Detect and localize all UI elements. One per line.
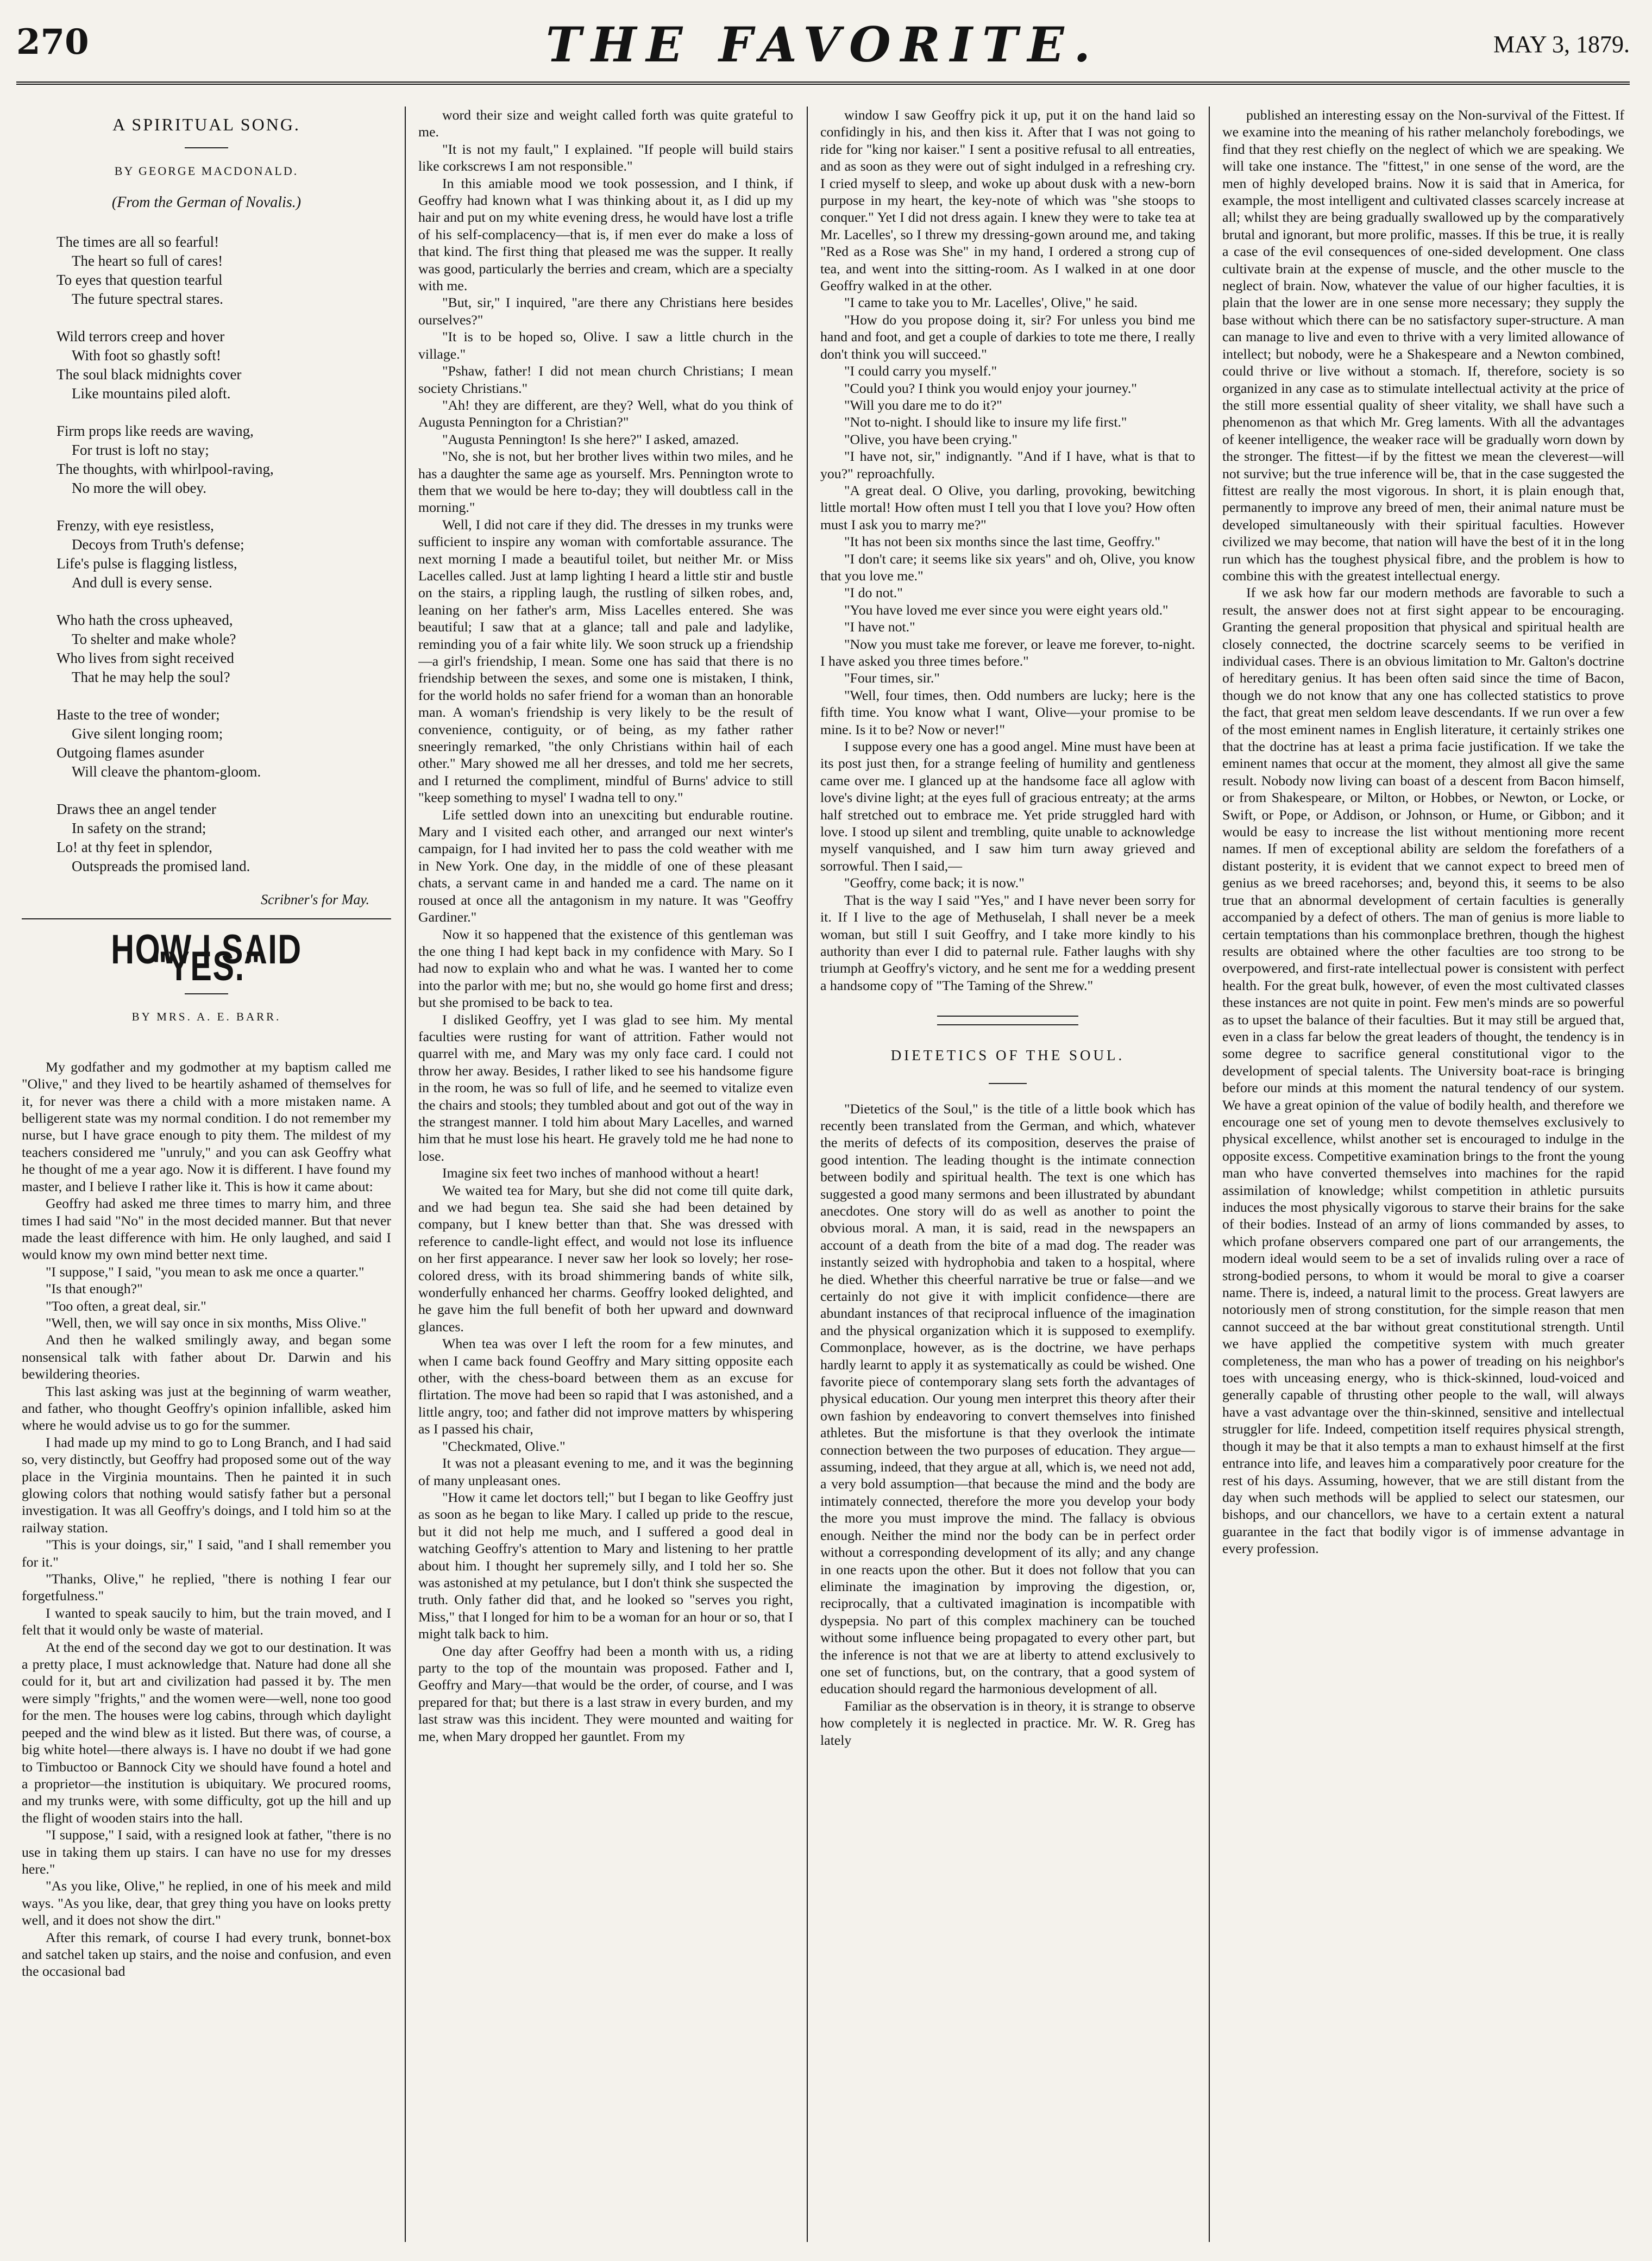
poem-line: The heart so full of cares! — [72, 253, 223, 270]
paragraph: "Ah! they are different, are they? Well, what do you think of Augusta Pennington for a Christian?" — [418, 397, 793, 430]
poem-credit: Scribner's for May. — [261, 892, 369, 908]
paragraph: That is the way I said "Yes," and I have never been sorry for it. If I live to the age of Methuselah, I shall never be a meek woman, but still I suit Geoffry, and I take more kindly to his authority than ever I did to paternal rule. Father laughs with shy triumph at Geoffry's victory, and he sent me for a wedding present a handsome copy of "The Taming of the Shrew." — [820, 892, 1195, 993]
poem-line: Give silent longing room; — [72, 725, 223, 742]
paragraph: "But, sir," I inquired, "are there any Christians here besides ourselves?" — [418, 295, 793, 328]
paragraph: "Geoffry, come back; it is now." — [844, 875, 1025, 891]
paragraph: "Will you dare me to do it?" — [844, 397, 1002, 413]
paragraph: "Augusta Pennington! Is she here?" I asked, amazed. — [442, 431, 739, 447]
paragraph: Geoffry had asked me three times to marry him, and three times I had said "No" in the most decided manner. But that never made the least difference with him. He only laughed, and said I would know my own mind better next time. — [22, 1195, 391, 1263]
poem-line: The thoughts, with whirlpool-raving, — [56, 461, 274, 478]
column-rule — [807, 107, 808, 2242]
paragraph: "A great deal. O Olive, you darling, provoking, bewitching little mortal! How often must I tell you that I love you? How often must I ask you to marry me?" — [820, 482, 1195, 533]
paragraph: "Now you must take me forever, or leave me forever, to-night. I have asked you three times before." — [820, 636, 1195, 669]
poem-stanza — [56, 800, 391, 876]
paragraph: window I saw Geoffry pick it up, put it on the hand laid so confidingly in his, and then kiss it. After that I was not going to ride for "king nor kaiser." I sent a positive refusal to all entreaties, and as soon as they were out of sight indulged in a refreshing cry. I cried myself to sleep, and woke up about dusk with a new-born purpose in my heart, the key-note of which was "she stoops to conquer." Yet I did not dress again. I knew they were to take tea at Mr. Lacelles', so I threw my dressing-gown around me, and taking "Red as a Rose was She" in my hand, I ordered a strong cup of tea, and went into the sitting-room. As I walked in at one door Geoffry walked in at the other. — [820, 107, 1195, 294]
paragraph: "Four times, sir." — [844, 670, 940, 686]
paragraph: At the end of the second day we got to our destination. It was a pretty place, I must acknowledge that. Nature had done all she could for it, but art and civilization had passed it by. The men were simply "frights," and the women were—well, none too good for the men. The houses were log cabins, through which daylight peeped and the wind blew as it listed. But there was, of course, a big white hotel—there always is. I have no doubt if we had gone to Timbuctoo or Bannock City we should have found a hotel and a proprietor—the institution is ubiquitary. We procured rooms, and my trunks were, with some difficulty, got up the hill and up the flight of wooden stairs into the hall. — [22, 1639, 391, 1826]
poem-line: Like mountains piled aloft. — [72, 385, 231, 402]
poem-line: Decoys from Truth's defense; — [72, 536, 244, 553]
poem-line: Frenzy, with eye resistless, — [56, 517, 214, 534]
story-text-col2 — [418, 107, 793, 1745]
paragraph: It was not a pleasant evening to me, and it was the beginning of many unpleasant ones. — [418, 1455, 793, 1488]
paragraph: I wanted to speak saucily to him, but the train moved, and I felt that it would only be waste of material. — [22, 1605, 391, 1638]
poem-stanza — [56, 611, 391, 687]
paragraph: "I do not." — [844, 585, 903, 601]
paragraph: "I have not." — [844, 619, 915, 635]
issue-date: MAY 3, 1879. — [1493, 31, 1630, 58]
paragraph: In this amiable mood we took possession, and I think, if Geoffry had known what I was thinking about it, as I did up my hair and put on my white evening dress, he would have lost a trifle of his self-complacency—that is, if men ever do make a loss of that kind. The first thing that pleased me was the supper. It really was good, particularly the berries and cream, which are a specialty with me. — [418, 175, 793, 294]
poem-stanza — [56, 422, 391, 498]
poem-line: To shelter and make whole? — [72, 631, 236, 648]
paragraph: "Could you? I think you would enjoy your journey." — [844, 380, 1137, 396]
paragraph: "I have not, sir," indignantly. "And if I have, what is that to you?" reproachfully. — [820, 448, 1195, 481]
column-3 — [820, 107, 1195, 2242]
paragraph: "It is to be hoped so, Olive. I saw a little church in the village." — [418, 329, 793, 362]
paragraph: word their size and weight called forth was quite grateful to me. — [418, 107, 793, 140]
paragraph: "I suppose," I said, with a resigned look at father, "there is no use in taking them up stairs. I can have no use for my dresses here." — [22, 1827, 391, 1877]
column-rule — [1209, 107, 1210, 2242]
poem-line: Outspreads the promised land. — [72, 858, 250, 875]
poem-line: Haste to the tree of wonder; — [56, 706, 220, 723]
paragraph: published an interesting essay on the Non-survival of the Fittest. If we examine into the meaning of his rather melancholy forebodings, we find that they rest chiefly on the neglect of which we are speaking. We will take one instance. The "fittest," in one sense of the word, are the men of highly developed brains. Now it is said that in America, for example, the most intelligent and cultivated classes scarcely increase at all; whilst they are being gradually swallowed up by the comparatively brutal and ignorant, but more prolific, masses. If this be true, it is really a case of the evil consequences of one-sided development. One class cultivate brain at the expense of muscle, and the other muscle to the neglect of brain. Now, whatever the value of our higher faculties, it is plain that the lower are in one sense more necessary; they supply the base without which there can be no satisfactory super-structure. A man can manage to live and even to thrive with a very limited allowance of intellect; but nobody, were he a Shakespeare and a Newton combined, could thrive or live without a stomach. If, therefore, society is so organized in any case as to stimulate intellectual activity at the price of the still more essential quality of sheer vitality, we shall have such a phenomenon as that which Mr. Greg laments. With all the advantages of keener intelligence, the weaker race will be gradually worn down by the stronger. The fittest—if by the fittest we mean the cleverest—will not survive; but the true inference will be, that in the case suggested the fittest are really the most vigorous. In short, it is plain enough that, permanently to improve any breed of men, their animal nature must be developed simultaneously with their spiritual faculties. However civilized we may become, that nation will have the best of it in the long run which has the toughest physical fibre, and the problem is how to combine this with the greatest intellectual energy. — [1222, 107, 1624, 584]
paragraph: "As you like, Olive," he replied, in one of his meek and mild ways. "As you like, dear, that grey thing you have on looks pretty well, and it does not show the dirt." — [22, 1878, 391, 1928]
story-title: HOW I SAID "YES." — [111, 926, 302, 990]
poem-line: The soul black midnights cover — [56, 366, 242, 383]
paragraph: "Well, then, we will say once in six months, Miss Olive." — [46, 1314, 367, 1331]
column-4 — [1222, 107, 1624, 2242]
poem-line: With foot so ghastly soft! — [72, 347, 221, 364]
poem-line: Lo! at thy feet in splendor, — [56, 839, 212, 856]
poem-line: Will cleave the phantom-gloom. — [72, 763, 261, 780]
poem-line: No more the will obey. — [72, 480, 206, 497]
column-1 — [22, 107, 391, 2242]
essay-text-col4 — [1222, 107, 1624, 1557]
paragraph: And then he walked smilingly away, and began some nonsensical talk with father about Dr. Darwin and his bewildering theories. — [22, 1332, 391, 1382]
poem-line: Life's pulse is flagging listless, — [56, 555, 237, 572]
poem-line: To eyes that question tearful — [56, 272, 223, 289]
poem-line: That he may help the soul? — [72, 669, 230, 686]
paragraph: "I could carry you myself." — [844, 363, 997, 379]
paragraph: "It is not my fault," I explained. "If people will build stairs like corkscrews I am not responsible." — [418, 141, 793, 174]
story-text-col3 — [820, 107, 1195, 994]
column-rule — [405, 107, 406, 2242]
paragraph: My godfather and my godmother at my baptism called me "Olive," and they lived to be heartily ashamed of themselves for it, for never was there a child with a more mistaken name. A belligerent state was my normal condition. I do not remember my nurse, but I have grace enough to pity them. The mildest of my teachers considered me "unruly," and you can ask Geoffry what he thought of me a year ago. Now it is different. I have found my master, and I believe I rather like it. This is how it came about: — [22, 1059, 391, 1194]
paragraph: "Pshaw, father! I did not mean church Christians; I mean society Christians." — [418, 363, 793, 396]
story-byline: BY MRS. A. E. BARR. — [131, 1010, 281, 1024]
poem-stanza — [56, 327, 391, 403]
poem-line: In safety on the strand; — [72, 820, 206, 837]
paragraph: Now it so happened that the existence of this gentleman was the one thing I had kept back in my confidence with Mary. So I had now to explain who and what he was. I wanted her to come into the parlor with me; but no, she would go home first and dress; but she promised to be back to tea. — [418, 926, 793, 1011]
journal-title: THE FAVORITE. — [545, 16, 1101, 73]
paragraph: "I came to take you to Mr. Lacelles', Olive," he said. — [844, 295, 1138, 311]
paragraph: "You have loved me ever since you were eight years old." — [844, 602, 1169, 618]
essay-text-col3 — [820, 1100, 1195, 1749]
paragraph: "How it came let doctors tell;" but I began to like Geoffry just as soon as he began to like Mary. I called up pride to the rescue, but it did not help me much, and I suffered a good deal in watching Geoffry's attention to Mary and listening to her prattle about him. I thought her supremely silly, and I told her so. She was astonished at my petulance, but I don't think she suspected the truth. Only father did that, and he looked so "serves you right, Miss," that I longed for him to be a woman for an hour or so, that I might talk back to him. — [418, 1489, 793, 1642]
poem-subtitle: (From the German of Novalis.) — [111, 193, 301, 211]
poem-line: Outgoing flames asunder — [56, 744, 204, 761]
paragraph: "Checkmated, Olive." — [442, 1438, 566, 1454]
paragraph: I suppose every one has a good angel. Mine must have been at its post just then, for a strange feeling of humility and gentleness came over me. I glanced up at the handsome face all aglow with love's divine light; at the eyes full of gracious entreaty; at the arms half stretched out to embrace me. Yet pride struggled hard with love. I stood up silent and trembling, quite unable to acknowledge myself vanquished, and I saw him turn away grieved and sorrowful. Then I said,— — [820, 738, 1195, 874]
poem-line: The times are all so fearful! — [56, 234, 219, 250]
poem-stanza — [56, 516, 391, 592]
poem-line: Who lives from sight received — [56, 650, 234, 667]
paragraph: Life settled down into an unexciting but endurable routine. Mary and I visited each other, and arranged our next winter's campaign, for I had invited her to pass the cold weather with me in New York. One day, in the middle of one of these pleasant chats, a servant came in and handed me a card. The name on it roused at once all the antagonism in my nature. It was "Geoffry Gardiner." — [418, 806, 793, 925]
paragraph: Well, I did not care if they did. The dresses in my trunks were sufficient to inspire any woman with comfortable assurance. The next morning I made a beautiful toilet, but neither Mr. or Miss Lacelles called. Just at lamp lighting I heard a little stir and bustle on the stairs, a rippling laugh, the rustling of silken robes, and, leaning on her father's arm, Miss Lacelles entered. She was beautiful; I saw that at a glance; tall and pale and ladylike, reminding you of a fair white lily. We soon struck up a friendship—a girl's friendship, I mean. Some one has said that there is no friendship between the sexes, and some one is mistaken, I think, for the world holds no safer friend for a woman than an honorable man. A woman's friendship is very likely to be the result of convenience, contiguity, or of being, as my father rather sneeringly remarked, "the only Christians within hail of each other." Mary showed me all her dresses, and told me her secrets, and I returned the compliment, mindful of Burns' advice to still "keep something to mysel' I wadna tell to ony." — [418, 516, 793, 806]
paragraph: If we ask how far our modern methods are favorable to such a result, the answer does not at first sight appear to be encouraging. Granting the general proposition that physical and spiritual health are closely connected, the doctrine scarcely seems to be verified in individual cases. There is an obvious limitation to Mr. Galton's doctrine of hereditary genius. It has been often said since the time of Bacon, though we do not know that any one has collected statistics to prove the fact, that great men seldom leave descendants. If we run over a few of the most eminent names in English literature, it certainly strikes one that the doctrine has at least a prima facie justification. If we take the eminent names that occur at the moment, they almost all give the same result. Nobody now living can boast of a descent from Bacon himself, or from Shakespeare, or Milton, or Hobbes, or Newton, or Locke, or Swift, or Pope, or Addison, or Johnson, or Hume, or Gibbon; and it would be easy to increase the list without mentioning more recent names. If men of exceptional ability are seldom the forefathers of a distant posterity, it is evident that we cannot expect to breed men of genius as we breed racehorses; and, beyond this, it seems to be also true that an abnormal development of certain faculties is generally accompanied by a defect of others. The man of genius is more liable to certain temptations than his commonplace brethren, though the highest results are obtained where the other faculties are too strong to be overpowered, and first-rate intellectual power is consistent with perfect health. For the great bulk, however, of even the most cultivated classes these instances are not quite in point. Few men's minds are so powerful as to upset the balance of their faculties. But it may still be argued that, even in a class far below the great leaders of thought, the tendency is in some degree to sacrifice general constitutional vigor to the development of special talents. The University boat-race is bringing before our minds at this moment the natural tendency of our system. We have a great opinion of the value of bodily health, and therefore we encourage one set of young men to devote themselves exclusively to physical excellence, whilst another set is encouraged to indulge in the opposite excess. Competitive examination brings to the front the young man who have converted themselves into machines for the rapid assimilation of knowledge; whilst competition in athletic pursuits induces the most physically vigorous to starve their brains for the sake of their bodies. Instead of an army of lions commanded by asses, to which profane observers compared one part of our arrangements, the modern ideal would seem to be a set of invalids ruling over a race of strong-bodied persons, to whom it would be moral to give a coarser name. There is, indeed, a natural limit to the process. Great lawyers are notoriously men of strong constitution, for the simple reason that men cannot succeed at the bar without great constitutional strength. Until we have applied the competitive system with much greater completeness, the man who has a power of treading on his neighbor's toes with unceasing energy, who is thick-skinned, loud-voiced and generally capable of thrusting other people to the wall, will always have a vast advantage over the thin-skinned, sensitive and intellectual struggler for life. Indeed, competition itself requires physical strength, though it may be that it also tempts a man to exhaust himself at the first entrance into life, and leaves him a comparatively poor creature for the rest of his days. Assuming, however, that we are still distant from the day when such methods will be applied to select our statesmen, our bishops, and our chancellors, we have to a certain extent a natural guarantee in the fact that bodily vigor is of immense advantage in every profession. — [1222, 585, 1624, 1557]
paragraph: "Olive, you have been crying." — [844, 431, 1018, 447]
divider — [989, 1083, 1027, 1084]
poem-line: Who hath the cross upheaved, — [56, 612, 233, 629]
paragraph: Imagine six feet two inches of manhood without a heart! — [442, 1165, 759, 1181]
poem-body — [22, 233, 391, 876]
paragraph: This last asking was just at the beginning of warm weather, and father, who thought Geoffry's opinion infallible, asked him where he would advise us to go for the summer. — [22, 1383, 391, 1433]
paragraph: "This is your doings, sir," I said, "and I shall remember you for it." — [22, 1537, 391, 1570]
divider — [185, 147, 228, 148]
paragraph: "Dietetics of the Soul," is the title of a little book which has recently been translated from the German, and which, whatever the merits of defects of its composition, deserves the praise of good intention. The leading thought is the intimate connection between bodily and spiritual health. The text is one which has suggested a good many sermons and been illustrated by abundant anecdotes. One story will do as well as another to point the obvious moral. A man, it is said, read in the newspapers an account of a death from the bite of a mad dog. The reader was instantly seized with hydrophobia and taken to a hospital, where he died. Whether this cheerful narrative be true or false—and we certainly do not give it with implicit confidence—there are abundant instances of that reciprocal influence of the imagination and the physical organization which it is supposed to exemplify. Commonplace, however, as is the doctrine, we have perhaps hardly learnt to apply it as systematically as could be wished. One favorite piece of contemporary slang sets forth the advantages of physical education. Our young men interpret this theory after their own fashion by endeavoring to convert themselves into finished athletes. But the misfortune is that they overlook the intimate connection between the two purposes of education. They argue—assuming, indeed, that they argue at all, which is, we need not add, a very bold assumption—that because the mind and the body are intimately connected, therefore the more you develop your body the more you must improve the mind. The fallacy is obvious enough. Neither the mind nor the body can be in perfect order without a corresponding development of its ally; and any change in one reacts upon the other. But it does not follow that you can eliminate the imagination by improving the digestion, or, reciprocally, that a cultivated imagination is incompatible with dyspepsia. No part of this complex machinery can be touched without some influence being propagated to every other part, but the inference is not that we are at liberty to attend exclusively to one set of functions, but, on the contrary, that a good system of education should regard the harmonious development of all. — [820, 1100, 1195, 1697]
paragraph: When tea was over I left the room for a few minutes, and when I came back found Geoffry and Mary sitting opposite each other, with the chess-board between them as an excuse for flirtation. The move had been so rapid that I was astonished, and a little angry, too; and father did not improve matters by whispering as I passed his chair, — [418, 1336, 793, 1437]
paragraph: Familiar as the observation is in theory, it is strange to observe how completely it is neglected in practice. Mr. W. R. Greg has lately — [820, 1698, 1195, 1748]
poem-line: Firm props like reeds are waving, — [56, 423, 254, 440]
section-ornament — [937, 1016, 1078, 1025]
poem-stanza — [56, 705, 391, 781]
essay-title: DIETETICS OF THE SOUL. — [890, 1047, 1125, 1064]
poem-line: For trust is loft no stay; — [72, 442, 209, 459]
paragraph: "Not to-night. I should like to insure my life first." — [844, 414, 1127, 430]
page-number: 270 — [16, 22, 89, 62]
paragraph: "Thanks, Olive," he replied, "there is nothing I fear our forgetfulness." — [22, 1571, 391, 1604]
paragraph: "No, she is not, but her brother lives within two miles, and he has a daughter the same age as yourself. Mrs. Pennington wrote to them that we would be here to-day; they will doubtless call in the morning." — [418, 448, 793, 516]
column-2 — [418, 107, 793, 2242]
masthead — [16, 16, 1630, 85]
paragraph: "I don't care; it seems like six years" and oh, Olive, you know that you love me." — [820, 550, 1195, 584]
paragraph: "Well, four times, then. Odd numbers are lucky; here is the fifth time. You know what I want, Olive—your promise to be mine. Is it to be? Now or never!" — [820, 687, 1195, 737]
poem-line: Draws thee an angel tender — [56, 801, 216, 818]
paragraph: "It has not been six months since the last time, Geoffry." — [844, 534, 1161, 550]
paragraph: I disliked Geoffry, yet I was glad to see him. My mental faculties were rusting for want of attrition. Father would not quarrel with me, and Mary was my only face card. I could not throw her away. Besides, I rather liked to see his handsome figure in the room, he was so full of life, and he seemed to vitalize even the chairs and stools; they tumbled about and got out of the way in the strangest manner. I told him about Mary Lacelles, and warned him that he must lose his heart. He gravely told me he had none to lose. — [418, 1011, 793, 1164]
poem-stanza — [56, 233, 391, 309]
paragraph: "Is that enough?" — [46, 1281, 143, 1297]
poem-line: And dull is every sense. — [72, 574, 212, 591]
paragraph: "How do you propose doing it, sir? For unless you bind me hand and foot, and get a couple of darkies to tote me there, I really don't think you will succeed." — [820, 311, 1195, 362]
poem-line: The future spectral stares. — [72, 291, 223, 308]
story-text-col1 — [22, 1059, 391, 1980]
paragraph: "Too often, a great deal, sir." — [46, 1298, 206, 1314]
poem-title: A SPIRITUAL SONG. — [112, 115, 300, 134]
paragraph: We waited tea for Mary, but she did not come till quite dark, and we had begun tea. She said she had been detained by company, but I knew better than that. She was dressed with reference to candle-light effect, and would not lose its influence on her first appearance. I never saw her look so lovely; her rose-colored dress, with its broad shimmering bands of white silk, wonderfully enhanced her charms. Geoffry looked delighted, and he gave him the full benefit of both her upward and downward glances. — [418, 1182, 793, 1335]
paragraph: One day after Geoffry had been a month with us, a riding party to the top of the mountain was proposed. Father and I, Geoffry and Mary—that would be the order, of course, and I was prepared for that; but there is a last straw in every burden, and my last straw was this incident. They were mounted and waiting for me, when Mary dropped her gauntlet. From my — [418, 1643, 793, 1744]
paragraph: I had made up my mind to go to Long Branch, and I had said so, very distinctly, but Geoffry had proposed some out of the way place in the Virginia mountains. Then he painted it in such glowing colors that nothing would satisfy father but a personal investigation. It was all Geoffry's doings, and I told him so at the railway station. — [22, 1434, 391, 1536]
paragraph: "I suppose," I said, "you mean to ask me once a quarter." — [46, 1263, 365, 1280]
divider — [22, 918, 391, 919]
poem-byline: BY GEORGE MACDONALD. — [114, 164, 299, 178]
paragraph: After this remark, of course I had every trunk, bonnet-box and satchel taken up stairs, and the noise and confusion, and even the occasional bad — [22, 1929, 391, 1980]
poem-line: Wild terrors creep and hover — [56, 328, 225, 345]
divider — [185, 993, 228, 994]
